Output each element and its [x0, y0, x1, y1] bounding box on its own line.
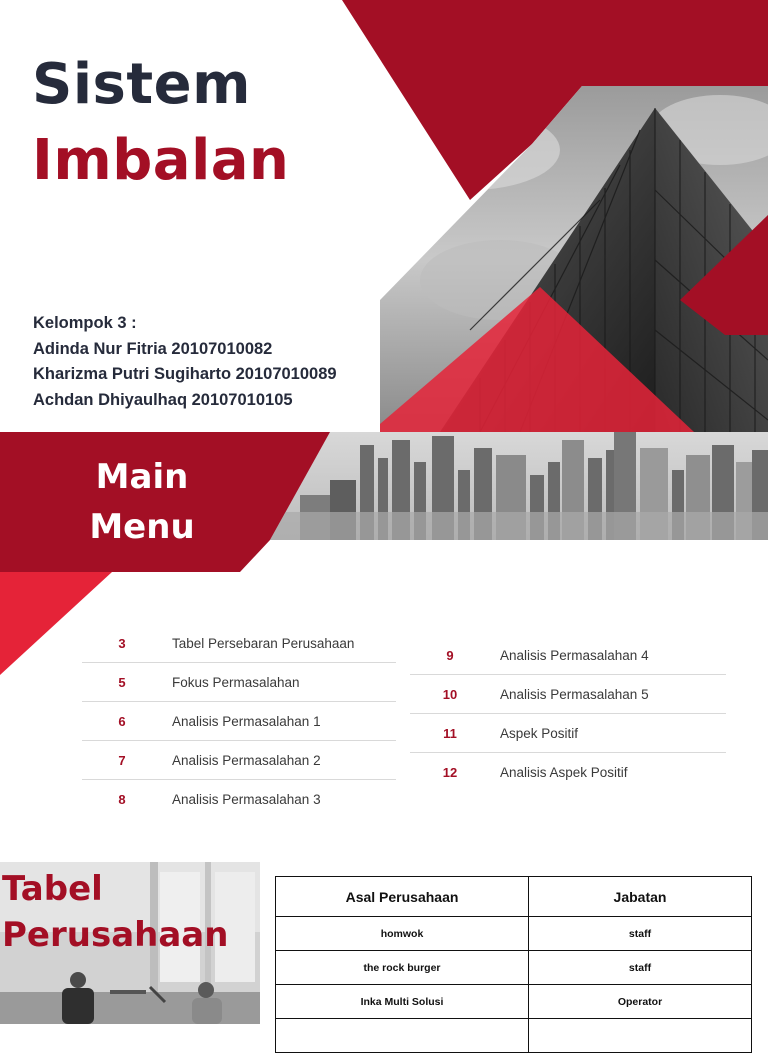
menu-item[interactable] [410, 753, 726, 791]
menu-item[interactable] [82, 663, 396, 702]
menu-item[interactable] [82, 741, 396, 780]
menu-item-page: 7 [118, 752, 126, 768]
menu-item-page: 10 [442, 686, 458, 702]
menu-item-label: Analisis Permasalahan 2 [172, 752, 321, 768]
menu-item-page: 9 [446, 647, 454, 663]
company-table [275, 876, 752, 1053]
table-cell: homwok [276, 917, 529, 951]
table-heading-line1: Tabel [2, 869, 103, 909]
member-name: Achdan Dhiyaulhaq 20107010105 [33, 390, 293, 409]
menu-item-page: 5 [118, 674, 126, 690]
menu-item-label: Aspek Positif [500, 725, 579, 741]
table-row [276, 985, 752, 1019]
menu-item-label: Tabel Persebaran Perusahaan [172, 635, 355, 651]
member-name: Adinda Nur Fitria 20107010082 [33, 339, 273, 358]
menu-item-page: 3 [118, 635, 126, 651]
menu-item-label: Fokus Permasalahan [172, 674, 300, 690]
column-header-position: Jabatan [529, 877, 752, 917]
column-header-company: Asal Perusahaan [276, 877, 529, 917]
table-header-row [276, 877, 752, 917]
menu-item-page: 11 [443, 725, 457, 741]
group-label: Kelompok 3 : [33, 314, 137, 332]
menu-list-right [410, 636, 726, 791]
table-cell: the rock burger [276, 951, 529, 985]
menu-item-label: Analisis Permasalahan 3 [172, 791, 321, 807]
table-section-heading [2, 866, 228, 958]
menu-item-page: 12 [442, 764, 458, 780]
menu-item-page: 6 [118, 713, 126, 729]
table-row [276, 951, 752, 985]
table-cell: staff [529, 917, 752, 951]
menu-item-label: Analisis Aspek Positif [500, 764, 628, 780]
table-cell: Operator [529, 985, 752, 1019]
page-title-line2: Imbalan [32, 128, 290, 193]
menu-item[interactable] [410, 714, 726, 753]
table-cell: Inka Multi Solusi [276, 985, 529, 1019]
menu-item[interactable] [82, 702, 396, 741]
menu-list-left [82, 624, 396, 818]
main-menu-heading-line2: Menu [89, 507, 195, 547]
group-members [33, 311, 337, 413]
menu-item-label: Analisis Permasalahan 5 [500, 686, 649, 702]
main-menu-heading-line1: Main [95, 457, 189, 497]
menu-item[interactable] [82, 780, 396, 818]
table-cell: staff [529, 951, 752, 985]
table-heading-line2: Perusahaan [2, 915, 229, 955]
main-menu-heading [84, 452, 200, 552]
menu-item-label: Analisis Permasalahan 4 [500, 647, 649, 663]
city-skyline-photo [270, 432, 768, 540]
menu-item-label: Analisis Permasalahan 1 [172, 713, 321, 729]
menu-item-page: 8 [118, 791, 126, 807]
menu-item[interactable] [410, 675, 726, 714]
menu-item[interactable] [82, 624, 396, 663]
member-name: Kharizma Putri Sugiharto 20107010089 [33, 365, 337, 383]
menu-item[interactable] [410, 636, 726, 675]
page-title-line1: Sistem [32, 52, 251, 117]
table-row [276, 917, 752, 951]
